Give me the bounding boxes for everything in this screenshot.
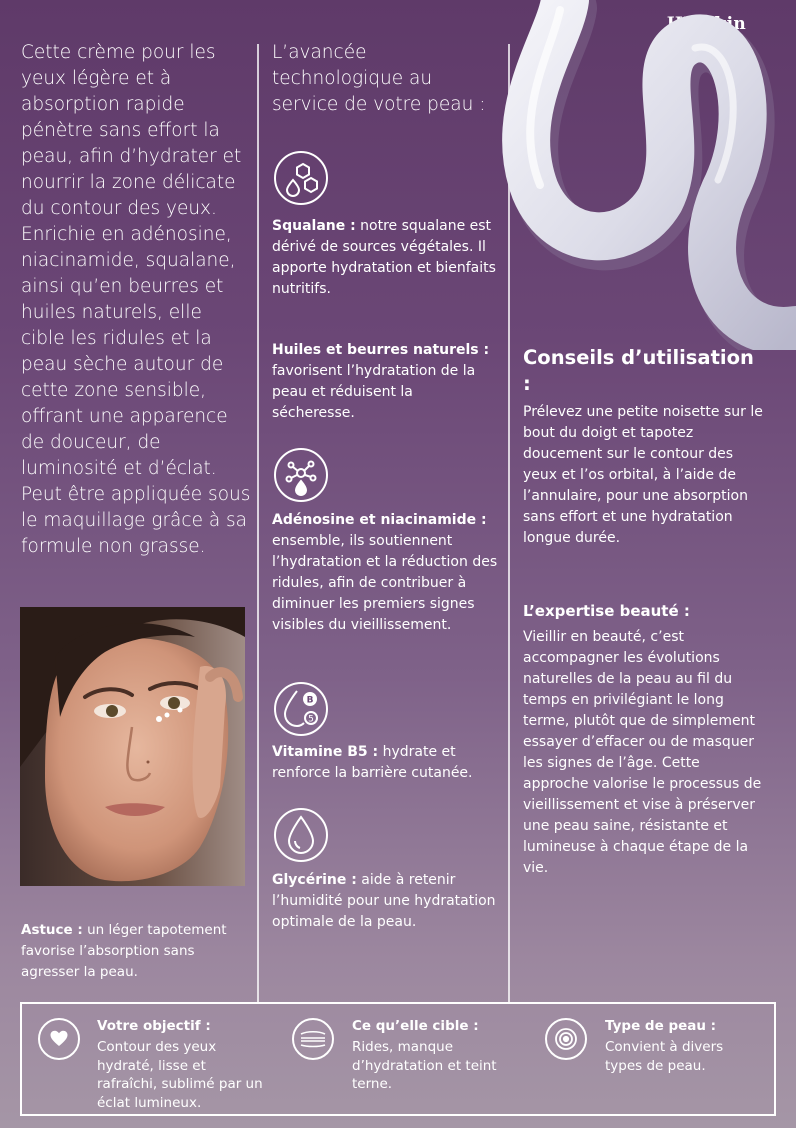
column-divider-left — [257, 44, 259, 1002]
goal-text: Contour des yeux hydraté, lisse et rafraîchi, sublimé par un éclat lumineux. — [97, 1039, 263, 1111]
tip-label: Astuce : — [21, 922, 83, 938]
expertise-title: L’expertise beauté : — [523, 602, 690, 620]
cream-swirl-image — [490, 0, 796, 350]
molecule-network-icon — [273, 447, 329, 503]
skin-type-text: Convient à divers types de peau. — [605, 1039, 724, 1074]
intro-paragraph: Cette crème pour les yeux légère et à absorption rapide pénètre sans effort la peau, afin d’hydrater et nourrir la zone délicate du contour des yeux. Enrichie en adénosine, niacinamide, squalane, ainsi qu’en beurres et huiles naturels, elle cible les ridules et la peau sèche autour de cette zone sensible, offrant une apparence de douceur, de luminosité et d’éclat. Peut être appliquée sous le maquillage grâce à sa formule non grasse. — [21, 42, 251, 557]
target-title: Ce qu’elle cible : — [352, 1018, 479, 1034]
expertise-text: Vieillir en beauté, c’est accompagner les évolutions naturelles de la peau au fil du temps en privilégiant le long terme, plutôt que de simplement essayer d’effacer ou de masquer les signes de l’âge. Cette approche valorise le processus de vieillissement et vise à préserver une peau saine, résistante et lumineuse à chaque étape de la vie. — [523, 629, 762, 876]
technology-heading: L’avancée technologique au service de votre peau : — [272, 42, 486, 115]
feature-glycerine — [272, 870, 500, 933]
feature-label: Squalane : — [272, 218, 356, 234]
model-photo — [20, 607, 245, 886]
feature-label: Huiles et beurres naturels : — [272, 342, 490, 358]
feature-text: ensemble, ils soutiennent l’hydratation et la réduction des ridules, afin de contribuer à diminuer les premiers signes visibles du vieillissement. — [272, 533, 498, 633]
feature-text: hydrate et renforce la barrière cutanée. — [272, 744, 473, 781]
summary-box — [20, 1002, 776, 1116]
feature-vitamin-b5 — [272, 742, 500, 784]
vitamin-b-letter: B — [306, 695, 314, 706]
heart-icon — [38, 1018, 80, 1060]
feature-label: Vitamine B5 : — [272, 744, 379, 760]
feature-squalane — [272, 216, 500, 300]
drop-icon — [273, 807, 329, 863]
feature-oils-butters — [272, 340, 500, 424]
vitamin-5-digit: 5 — [308, 714, 314, 725]
skin-type-title: Type de peau : — [605, 1018, 717, 1034]
feature-text: notre squalane est dérivé de sources végétales. Il apporte hydratation et bienfaits nutritifs. — [272, 218, 496, 297]
feature-adenosine-niacinamide — [272, 510, 500, 636]
feature-text: favorisent l’hydratation de la peau et réduisent la sécheresse. — [272, 363, 476, 421]
molecule-icon — [273, 150, 329, 206]
brand-logo: HL/Skin — [666, 14, 746, 34]
feature-label: Adénosine et niacinamide : — [272, 512, 487, 528]
target-icon — [545, 1018, 587, 1060]
skin-layers-icon — [292, 1018, 334, 1060]
feature-label: Glycérine : — [272, 872, 357, 888]
feature-text: aide à retenir l’humidité pour une hydratation optimale de la peau. — [272, 872, 496, 930]
target-text: Rides, manque d’hydratation et teint terne. — [352, 1039, 497, 1092]
goal-title: Votre objectif : — [97, 1018, 211, 1034]
tip-paragraph — [21, 920, 251, 983]
vitamin-b5-drop-icon — [273, 681, 329, 737]
conseils-text: Prélevez une petite noisette sur le bout du doigt et tapotez doucement sur le contour des yeux et l’os orbital, à l’aide de l’annulaire, pour une absorption sans effort et une hydratation longue durée. — [523, 404, 763, 546]
conseils-title: Conseils d’utilisation : — [523, 346, 754, 395]
tip-text: un léger tapotement favorise l’absorption sans agresser la peau. — [21, 922, 227, 980]
